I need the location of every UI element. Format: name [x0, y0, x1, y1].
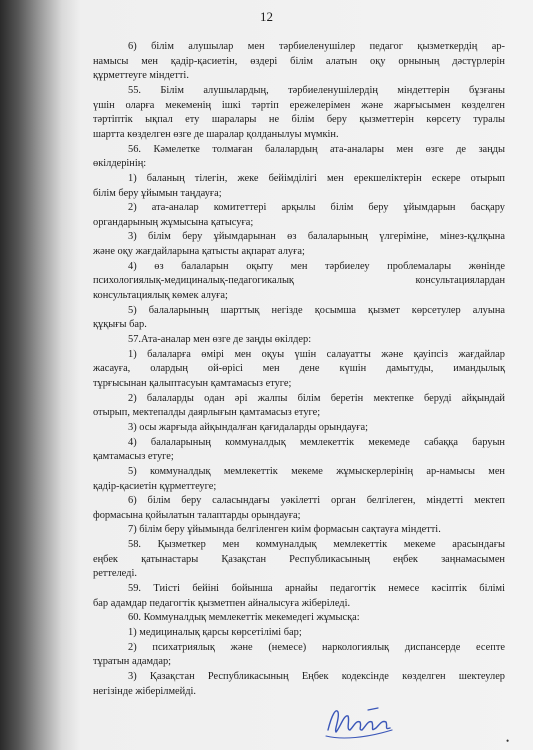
text-line: формасына қойылатын талаптарды орындауға;: [93, 509, 301, 521]
text-line: қадір-қасиетін құрметтеуге;: [93, 480, 217, 492]
text-line: 2) психатриялық және (немесе) наркологиялық диспансерде есепте: [128, 641, 505, 653]
text-line: 2) ата-аналар комитеттері арқылы білім беру ұйымдарын басқару: [128, 202, 505, 214]
text-line: 5) коммуналдық мемлекеттік мекеме жұмыскерлерінің ар-намысы мен: [128, 465, 505, 477]
text-line: 4) балаларының коммуналдық мемлекеттік мекемеде сабаққа баруын: [128, 436, 505, 448]
text-line: намысы мен қадір-қасиетін, өздері білім алатын оқу орнының дәстүрлерін: [93, 55, 505, 67]
text-line: үшін оларға мекеменің ішкі тәртіп ережелерімен және жарғысымен көзделген: [93, 99, 505, 111]
text-line: шартта көзделген өзге де шаралар қолданылуы мүмкін.: [93, 128, 339, 140]
text-line: 60. Коммуналдық мемлекеттік мекемедегі жұмысқа:: [128, 612, 360, 624]
text-line: білім беру ұйымын таңдауға;: [93, 187, 222, 199]
text-line: 57.Ата-аналар мен өзге де заңды өкілдер:: [128, 334, 312, 345]
handwritten-signature: [322, 700, 402, 742]
text-line: және оқу жағдайларына қатысты ақпарат алуға;: [93, 246, 305, 258]
text-line: органдарының жұмысына қатысуға;: [93, 216, 254, 228]
text-line: 2) балаларды одан әрі жалпы білім беретін мектепке беруді айқындай: [128, 392, 505, 404]
text-line: психологиялық-медициналық-педагогикалық консультациялардан: [93, 275, 505, 287]
text-line: консультациялық көмек алуға;: [93, 290, 228, 302]
text-line: 4) өз балаларын оқыту мен тәрбиелеу проблемалары жөнінде: [128, 260, 505, 272]
text-line: 5) балаларының шарттық негізде қосымша қызмет көрсетулер алуына: [128, 304, 505, 316]
text-line: негізінде жіберілмейді.: [93, 685, 196, 697]
text-line: отырып, мектепалды даярлығын қамтамасыз етуге;: [93, 407, 321, 419]
text-line: реттеледі.: [93, 568, 137, 580]
text-line: 58. Қызметкер мен коммуналдық мемлекеттік мекеме арасындағы: [128, 539, 505, 551]
text-line: өкілдерінің:: [93, 158, 147, 170]
text-line: 3) осы жарғыда айқындалған қағидаларды орындауға;: [128, 421, 369, 433]
text-line: 55. Білім алушылардың, тәрбиеленушілердің міндеттерін бұзғаны: [128, 84, 505, 96]
text-line: 7) білім беру ұйымында белгіленген киім формасын сақтауға міндетті.: [128, 524, 441, 536]
text-line: 56. Кәмелетке толмаған балалардың ата-аналары мен өзге де заңды: [128, 143, 505, 155]
text-line: 6) білім алушылар мен тәрбиеленушілер педагог қызметкердің ар-: [128, 41, 505, 52]
text-line: жасауға, олардың ой-өрісі мен дене күшін дамытуды, имандылық: [93, 363, 505, 375]
text-line: 6) білім беру саласындағы уәкілетті орган белгілеген, міндетті мектеп: [128, 495, 505, 507]
text-line: 3) білім беру ұйымдарынан өз балаларының үлгеріміне, мінез-құлқына: [128, 231, 505, 243]
text-line: тұратын адамдар;: [93, 656, 172, 668]
text-line: тұрғысынан қалыптасуын қамтамасыз етуге;: [93, 377, 292, 389]
text-line: құқығы бар.: [93, 319, 147, 331]
text-line: 3) Қазақстан Республикасының Еңбек кодексінде көзделген шектеулер: [128, 670, 505, 682]
text-line: 1) медициналық қарсы көрсетілімі бар;: [128, 627, 302, 638]
text-line: 1) балаларға өмірі мен оқуы үшін салауатты және қауіпсіз жағдайлар: [128, 348, 505, 360]
text-line: бар адамдар педагогтік қызметпен айналысуға жіберіледі.: [93, 597, 351, 609]
text-line: тәртіптік ықпал ету шаралары не білім беру қызметтерін көрсету туралы: [93, 114, 505, 126]
text-line: 1) баланың тілегін, жеке бейімділігі мен ерекшеліктерін ескере отырып: [128, 172, 505, 184]
text-line: 59. Тиісті бейіні бойынша арнайы педагогтік немесе кәсіптік білімі: [128, 583, 505, 595]
page-number: 12: [260, 9, 273, 24]
text-line: еңбек қатынастары Қазақстан Республикасының еңбек заңнамасымен: [93, 553, 505, 565]
scan-mark: •: [506, 736, 510, 746]
text-line: қамтамасыз етуге;: [93, 451, 174, 463]
text-line: құрметтеуге міндетті.: [93, 70, 189, 82]
